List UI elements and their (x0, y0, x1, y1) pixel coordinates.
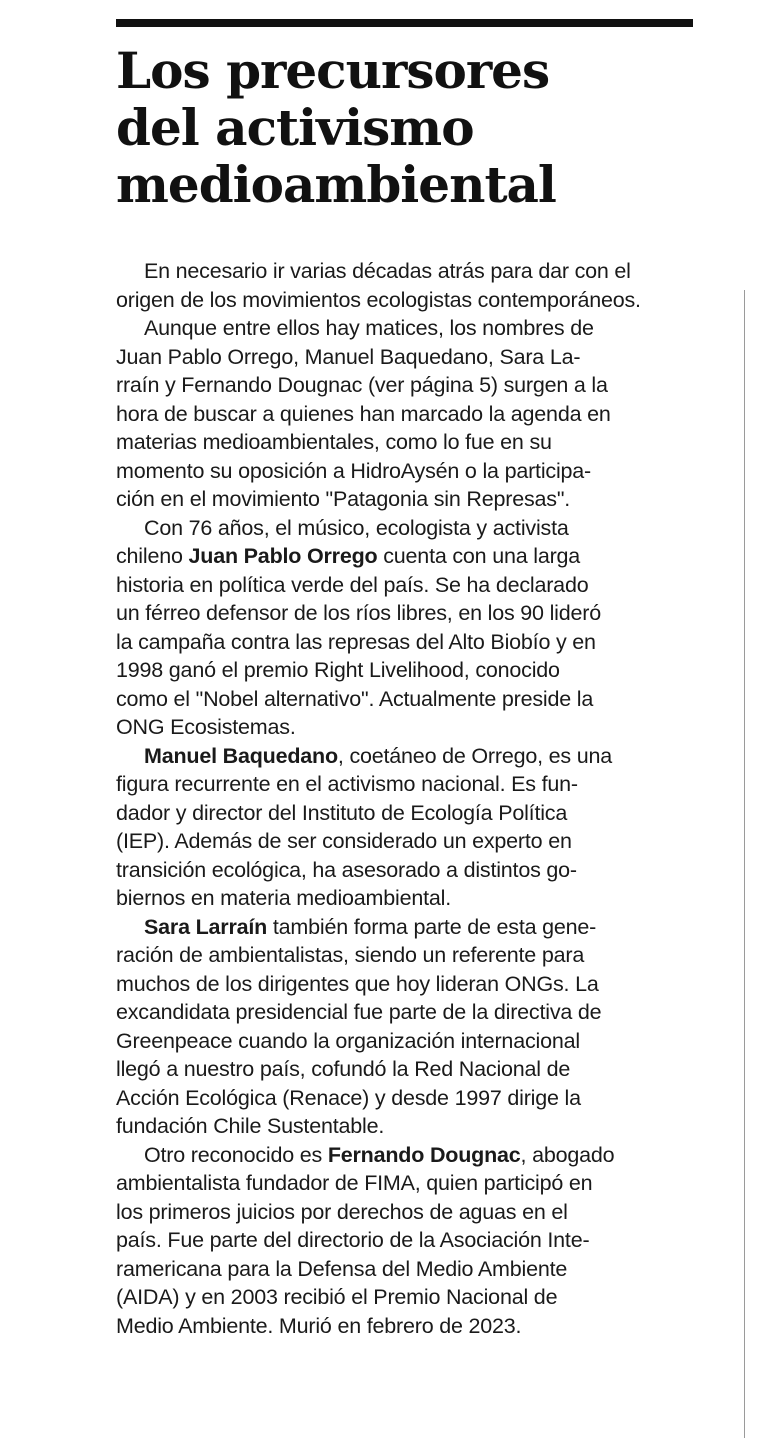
text-line: 1998 ganó el premio Right Livelihood, conocido (116, 658, 560, 682)
text-line: muchos de los dirigentes que hoy lideran ONGs. La (116, 971, 599, 996)
text-line: Con 76 años, el músico, ecologista y activista (144, 515, 569, 540)
text-run: cuenta con una larga (377, 544, 581, 568)
person-name: Fernando Dougnac (327, 1142, 521, 1167)
text-line: origen de los movimientos ecologistas contemporáneos. (116, 287, 641, 312)
article-paragraph (116, 742, 716, 913)
top-rule (116, 19, 693, 27)
headline-line: Los precursores (116, 41, 550, 100)
text-line (116, 742, 716, 771)
text-line: ración de ambientalistas, siendo un referente para (116, 943, 585, 967)
headline-line: medioambiental (116, 155, 556, 214)
text-line: ONG Ecosistemas. (116, 715, 296, 739)
text-line: Juan Pablo Orrego, Manuel Baquedano, Sara La- (116, 344, 581, 369)
article-paragraph (116, 514, 716, 742)
column-divider (744, 290, 745, 1438)
text-line: Greenpeace cuando la organización internacional (116, 1028, 580, 1053)
article-body (116, 257, 716, 1340)
text-line (116, 913, 716, 942)
article-paragraph (116, 314, 716, 514)
text-line: dador y director del Instituto de Ecología Política (116, 800, 568, 825)
text-run: , abogado (520, 1142, 615, 1167)
text-line: rraín y Fernando Dougnac (ver página 5) surgen a la (116, 373, 608, 397)
text-line: la campaña contra las represas del Alto Biobío y en (116, 629, 596, 654)
text-line: (IEP). Además de ser considerado un experto en (116, 829, 572, 853)
text-line: figura recurrente en el activismo nacional. Es fun- (116, 772, 578, 796)
text-line: Aunque entre ellos hay matices, los nombres de (144, 316, 594, 340)
text-line: excandidata presidencial fue parte de la directiva de (116, 1000, 602, 1024)
text-line: materias medioambientales, como lo fue en su (116, 430, 552, 454)
text-line: En necesario ir varias décadas atrás para dar con el (144, 259, 631, 283)
text-line: país. Fue parte del directorio de la Asociación Inte- (116, 1228, 590, 1252)
text-line: los primeros juicios por derechos de aguas en el (116, 1199, 568, 1224)
article-paragraph (116, 1141, 716, 1341)
person-name: Manuel Baquedano (144, 743, 338, 768)
text-run: , coetáneo de Orrego, es una (337, 743, 612, 768)
text-line: fundación Chile Sustentable. (116, 1114, 385, 1138)
text-line: Acción Ecológica (Renace) y desde 1997 dirige la (116, 1085, 581, 1110)
text-line: ambientalista fundador de FIMA, quien participó en (116, 1171, 593, 1195)
text-run: también forma parte de esta gene- (267, 914, 597, 939)
headline-line: del activismo (116, 98, 474, 157)
text-line: como el "Nobel alternativo". Actualmente preside la (116, 686, 594, 711)
headline (116, 42, 716, 213)
article-paragraph (116, 257, 716, 314)
text-line (116, 542, 716, 571)
text-run: chileno (116, 544, 189, 568)
text-line: hora de buscar a quienes han marcado la agenda en (116, 401, 611, 426)
text-line: momento su oposición a HidroAysén o la participa- (116, 458, 591, 483)
article-paragraph (116, 913, 716, 1141)
person-name: Sara Larraín (144, 914, 268, 939)
text-line: Medio Ambiente. Murió en febrero de 2023. (116, 1313, 522, 1338)
text-line: ramericana para la Defensa del Medio Ambiente (116, 1256, 568, 1281)
text-line: biernos en materia medioambiental. (116, 886, 451, 910)
text-line: un férreo defensor de los ríos libres, en los 90 lideró (116, 601, 601, 625)
text-line: ción en el movimiento "Patagonia sin Represas". (116, 487, 571, 511)
text-line (116, 1141, 716, 1170)
text-line: (AIDA) y en 2003 recibió el Premio Nacional de (116, 1285, 558, 1309)
person-name: Juan Pablo Orrego (188, 544, 378, 568)
text-line: historia en política verde del país. Se ha declarado (116, 572, 589, 597)
text-line: transición ecológica, ha asesorado a distintos go- (116, 857, 577, 882)
text-run: Otro reconocido es (144, 1142, 328, 1167)
text-line: llegó a nuestro país, cofundó la Red Nacional de (116, 1057, 571, 1081)
